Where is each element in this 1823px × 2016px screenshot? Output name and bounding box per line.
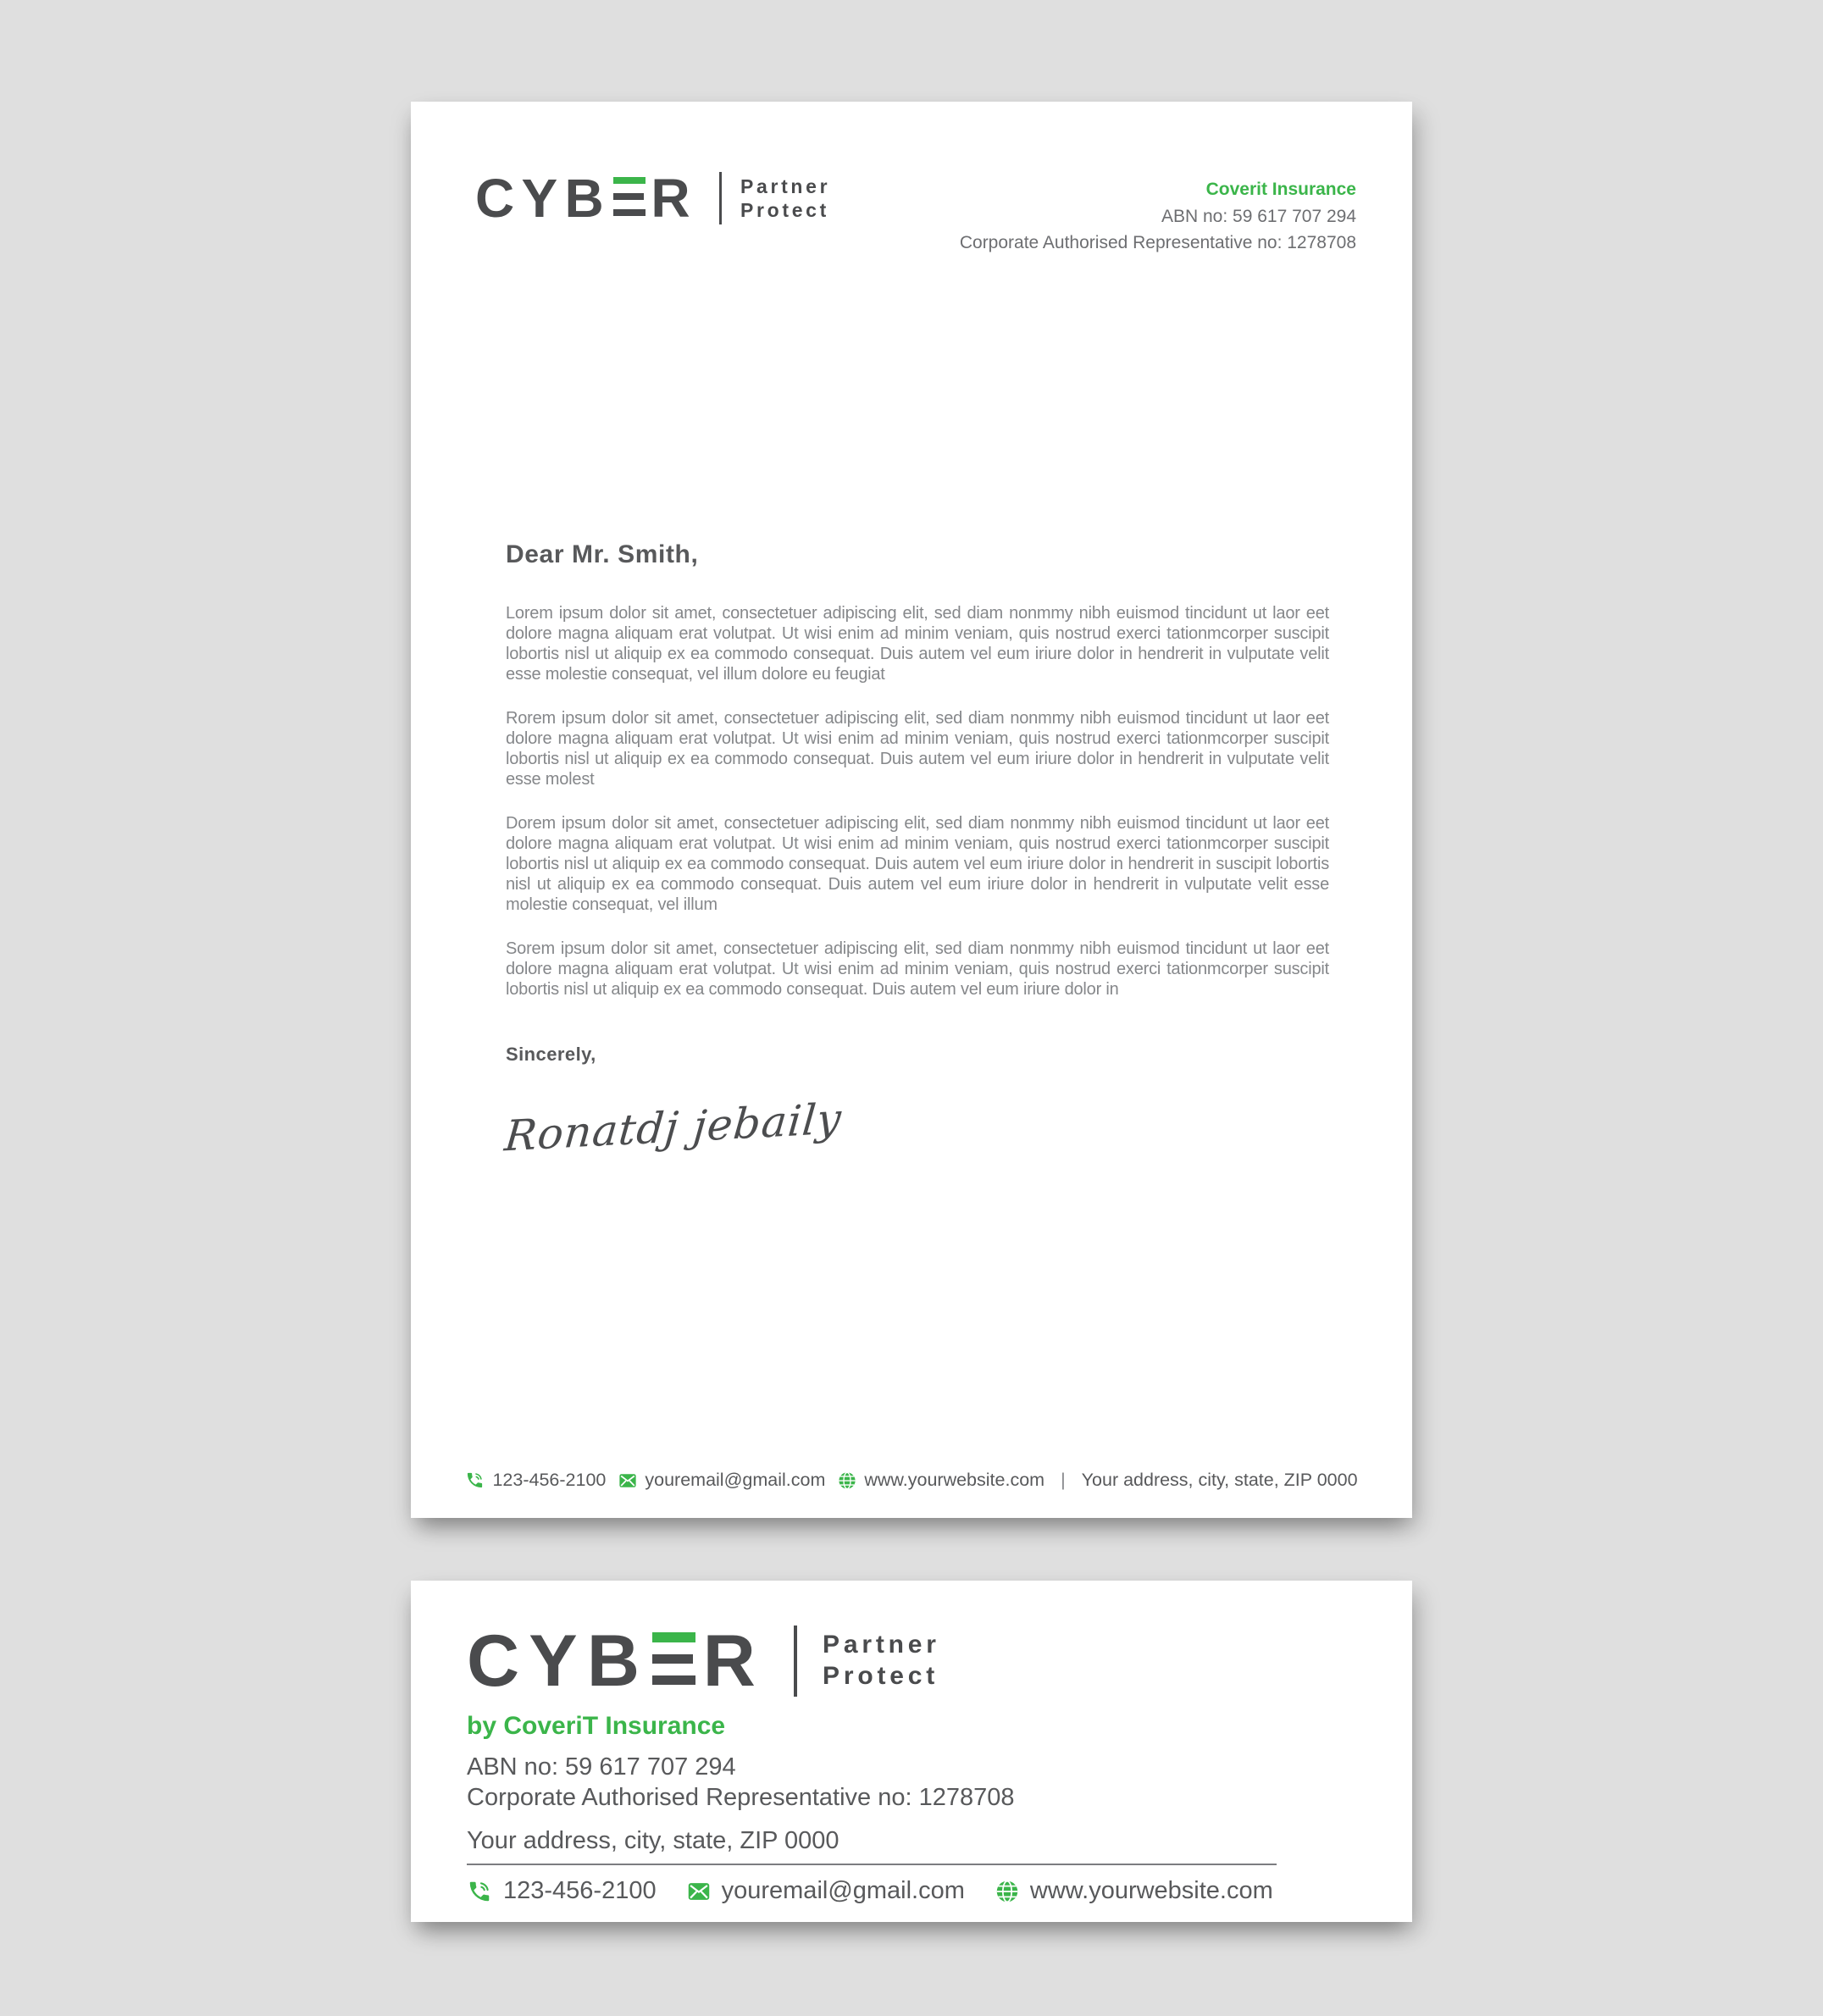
card-byline: by CoveriT Insurance <box>467 1712 726 1740</box>
logo-letter-e-icon <box>613 180 646 218</box>
card-contact-row <box>467 1877 1356 1905</box>
footer-phone-segment <box>465 1470 606 1491</box>
footer-website-segment <box>838 1470 1044 1491</box>
company-name: Coverit Insurance <box>1205 180 1356 199</box>
globe-icon <box>838 1471 856 1490</box>
card-phone-segment <box>467 1877 657 1905</box>
logo-tagline <box>740 174 830 222</box>
letter-paragraph: Lorem ipsum dolor sit amet, consectetuer adipiscing elit, sed diam nonmmy nibh euismod tincidunt ut laor eet dolore magna aliquam erat volutpat. Ut wisi enim ad minim veniam, quis nostrud exerci tationmcorper suscipit lobortis nisl ut aliquip ex ea commodo consequat. Duis autem vel eum iriure dolor in hendrerit in vulputate velit esse molestie consequat, vel illum dolore eu feugiat <box>506 604 1329 684</box>
card-rep: Corporate Authorised Representative no: 1278708 <box>467 1784 1015 1811</box>
phone-icon <box>465 1470 485 1490</box>
globe-icon <box>995 1880 1019 1903</box>
company-abn: ABN no: 59 617 707 294 <box>1161 206 1356 226</box>
footer-email-segment <box>618 1470 825 1491</box>
closing: Sincerely, <box>506 1044 596 1065</box>
letter-body <box>502 540 1329 1161</box>
footer-website: www.yourwebsite.com <box>864 1470 1045 1490</box>
logo-tagline-line1: Partner <box>823 1631 940 1659</box>
logo-wordmark <box>467 1620 766 1702</box>
letter-paragraph: Sorem ipsum dolor sit amet, consectetuer adipiscing elit, sed diam nonmmy nibh euismod tincidunt ut laor eet dolore magna aliquam erat volutpat. Ut wisi enim ad minim veniam, quis nostrud exerci tationmcorper suscipit lobortis nisl ut aliquip ex ea commodo consequat. Duis autem vel eum iriure dolor in <box>506 939 1329 999</box>
brand-logo-large <box>467 1620 1356 1702</box>
card-phone: 123-456-2100 <box>503 1877 657 1904</box>
letter-page <box>411 102 1412 1518</box>
letterhead-company-block <box>960 176 1356 257</box>
company-rep: Corporate Authorised Representative no: 1278708 <box>959 233 1356 252</box>
phone-icon <box>467 1879 492 1904</box>
card-email-segment <box>687 1877 965 1905</box>
card-address: Your address, city, state, ZIP 0000 <box>467 1826 1277 1865</box>
logo-tagline-line2: Protect <box>823 1662 939 1690</box>
footer-phone: 123-456-2100 <box>492 1470 607 1490</box>
letter-paragraph: Rorem ipsum dolor sit amet, consectetuer adipiscing elit, sed diam nonmmy nibh euismod tincidunt ut laor eet dolore magna aliquam erat volutpat. Ut wisi enim ad minim veniam, quis nostrud exerci tationmcorper suscipit lobortis nisl ut aliquip ex ea commodo consequat. Duis autem vel eum iriure dolor in hendrerit in vulputate velit esse molest <box>506 709 1329 789</box>
logo-word-prefix: CYB <box>467 1620 650 1702</box>
logo-divider <box>794 1626 797 1697</box>
logo-word-suffix: R <box>702 1620 766 1702</box>
salutation: Dear Mr. Smith, <box>506 540 699 568</box>
brand-logo <box>475 168 831 229</box>
footer-separator: | <box>1061 1470 1066 1490</box>
envelope-icon <box>687 1880 711 1903</box>
logo-tagline-line1: Partner <box>740 174 831 197</box>
card-website: www.yourwebsite.com <box>1029 1877 1273 1904</box>
logo-word-prefix: CYB <box>475 168 612 229</box>
card-abn: ABN no: 59 617 707 294 <box>467 1753 736 1781</box>
letter-paragraph: Dorem ipsum dolor sit amet, consectetuer adipiscing elit, sed diam nonmmy nibh euismod tincidunt ut laor eet dolore magna aliquam erat volutpat. Ut wisi enim ad minim veniam, quis nostrud exerci tationmcorper suscipit lobortis nisl ut aliquip ex ea commodo consequat. Duis autem vel eum iriure dolor in hendrerit in suscipit lobortis nisl ut aliquip ex ea commodo consequat. Duis autem vel eum iriure dolor in hendrerit in vulputate velit esse molestie consequat, vel illum <box>506 814 1329 914</box>
logo-wordmark <box>475 168 697 229</box>
logo-divider <box>719 172 722 224</box>
footer-address: Your address, city, state, ZIP 0000 <box>1081 1470 1358 1490</box>
logo-tagline-line2: Protect <box>740 199 829 221</box>
logo-word-suffix: R <box>651 168 697 229</box>
card-email: youremail@gmail.com <box>721 1877 965 1904</box>
card-website-segment <box>995 1877 1273 1905</box>
compliment-card <box>411 1581 1412 1922</box>
footer-email: youremail@gmail.com <box>645 1470 826 1490</box>
logo-letter-e-icon <box>652 1636 696 1686</box>
logo-tagline <box>823 1630 940 1692</box>
signature: Ronatdj jebaily <box>502 1094 845 1161</box>
envelope-icon <box>618 1471 637 1490</box>
letter-footer <box>411 1470 1412 1491</box>
